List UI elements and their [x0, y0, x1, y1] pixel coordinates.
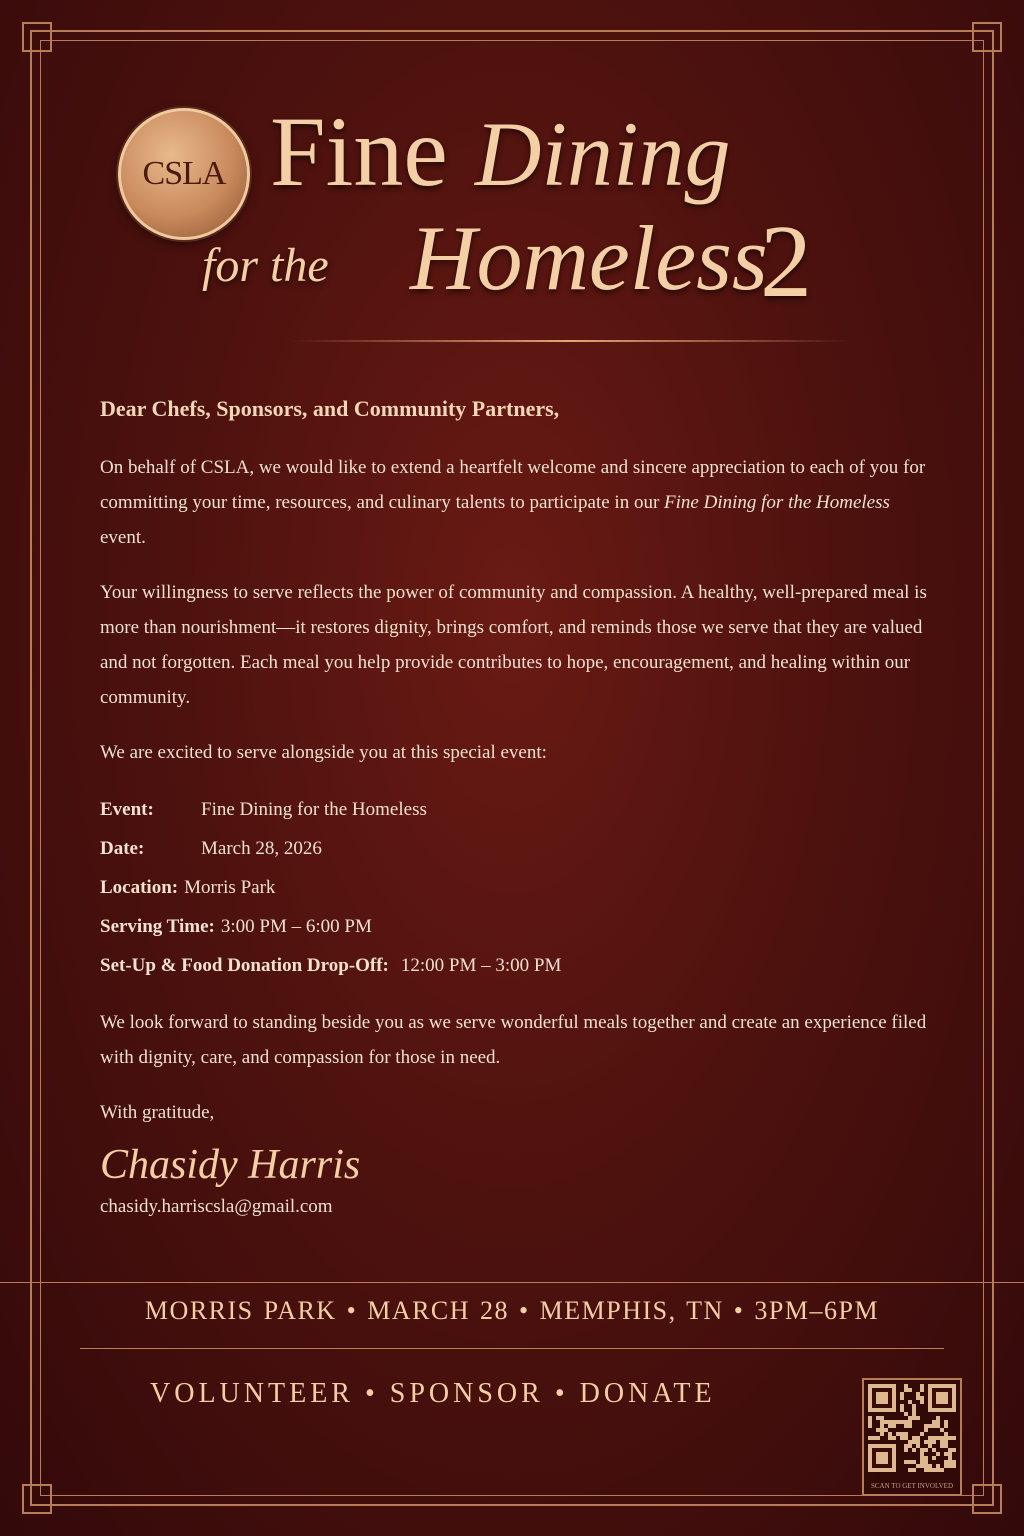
title-fine: Fine: [270, 96, 448, 207]
detail-serving-time: [100, 907, 940, 946]
corner-ornament: [972, 22, 1002, 52]
detail-setup: [100, 946, 940, 985]
corner-ornament: [22, 22, 52, 52]
paragraph-welcome-end: event.: [100, 527, 146, 548]
detail-label: Date:: [100, 838, 145, 859]
paragraph-welcome-text: On behalf of CSLA, we would like to extend a heartfelt welcome and sincere appreciation to each of you for committing your time, resources, and culinary talents to participate in our: [100, 457, 926, 513]
corner-ornament: [972, 1484, 1002, 1514]
paragraph-welcome: [100, 450, 940, 555]
seal-text: CSLA: [142, 155, 226, 192]
detail-value: Fine Dining for the Homeless: [201, 799, 427, 820]
greeting: Dear Chefs, Sponsors, and Community Partners,: [100, 396, 560, 421]
detail-value: Morris Park: [184, 877, 276, 898]
csla-seal-logo: [118, 108, 250, 240]
event-details: [100, 790, 940, 985]
footer-mid-rule: [80, 1348, 944, 1349]
signature: Chasidy Harris: [100, 1142, 361, 1188]
detail-value: 12:00 PM – 3:00 PM: [400, 955, 562, 976]
event-title-logo: [110, 96, 910, 360]
qr-code[interactable]: [862, 1378, 962, 1496]
detail-event: [100, 790, 940, 829]
letter-body: [100, 396, 940, 1218]
paragraph-excited: We are excited to serve alongside you at this special event:: [100, 742, 547, 763]
detail-label: Event:: [100, 799, 154, 820]
detail-date: [100, 829, 940, 868]
detail-label: Location:: [100, 877, 179, 898]
footer-actions-line: VOLUNTEER • SPONSOR • DONATE: [150, 1378, 716, 1409]
detail-label: Serving Time:: [100, 916, 215, 937]
detail-label: Set-Up & Food Donation Drop-Off:: [100, 955, 389, 976]
paragraph-closing: We look forward to standing beside you as we serve wonderful meals together and create an experience filed with dignity, care, and compassion for those in need.: [100, 1012, 927, 1068]
title-for-the: for the: [202, 239, 329, 292]
contact-email[interactable]: chasidy.harriscsla@gmail.com: [100, 1196, 333, 1218]
paragraph-willingness: Your willingness to serve reflects the power of community and compassion. A healthy, well-prepared meal is more than nourishment—it restores dignity, brings comfort, and reminds those we serve that they are valued and not forgotten. Each meal you help provide contributes to hope, encouragement, and healing within our community.: [100, 582, 927, 708]
closing-salutation: With gratitude,: [100, 1102, 215, 1123]
title-divider: [290, 340, 850, 342]
detail-value: 3:00 PM – 6:00 PM: [220, 916, 372, 937]
qr-code-icon: [868, 1384, 956, 1480]
footer-info-line: MORRIS PARK • MARCH 28 • MEMPHIS, TN • 3PM–6PM: [144, 1296, 880, 1325]
detail-location: [100, 868, 940, 907]
qr-caption: SCAN TO GET INVOLVED: [871, 1482, 953, 1490]
title-number: 2: [760, 204, 812, 319]
title-homeless: Homeless: [410, 207, 768, 309]
event-name-italic: Fine Dining for the Homeless: [664, 492, 890, 513]
footer-top-rule: [0, 1282, 1024, 1283]
detail-value: March 28, 2026: [201, 838, 322, 859]
title-dining: Dining: [475, 103, 731, 205]
corner-ornament: [22, 1484, 52, 1514]
